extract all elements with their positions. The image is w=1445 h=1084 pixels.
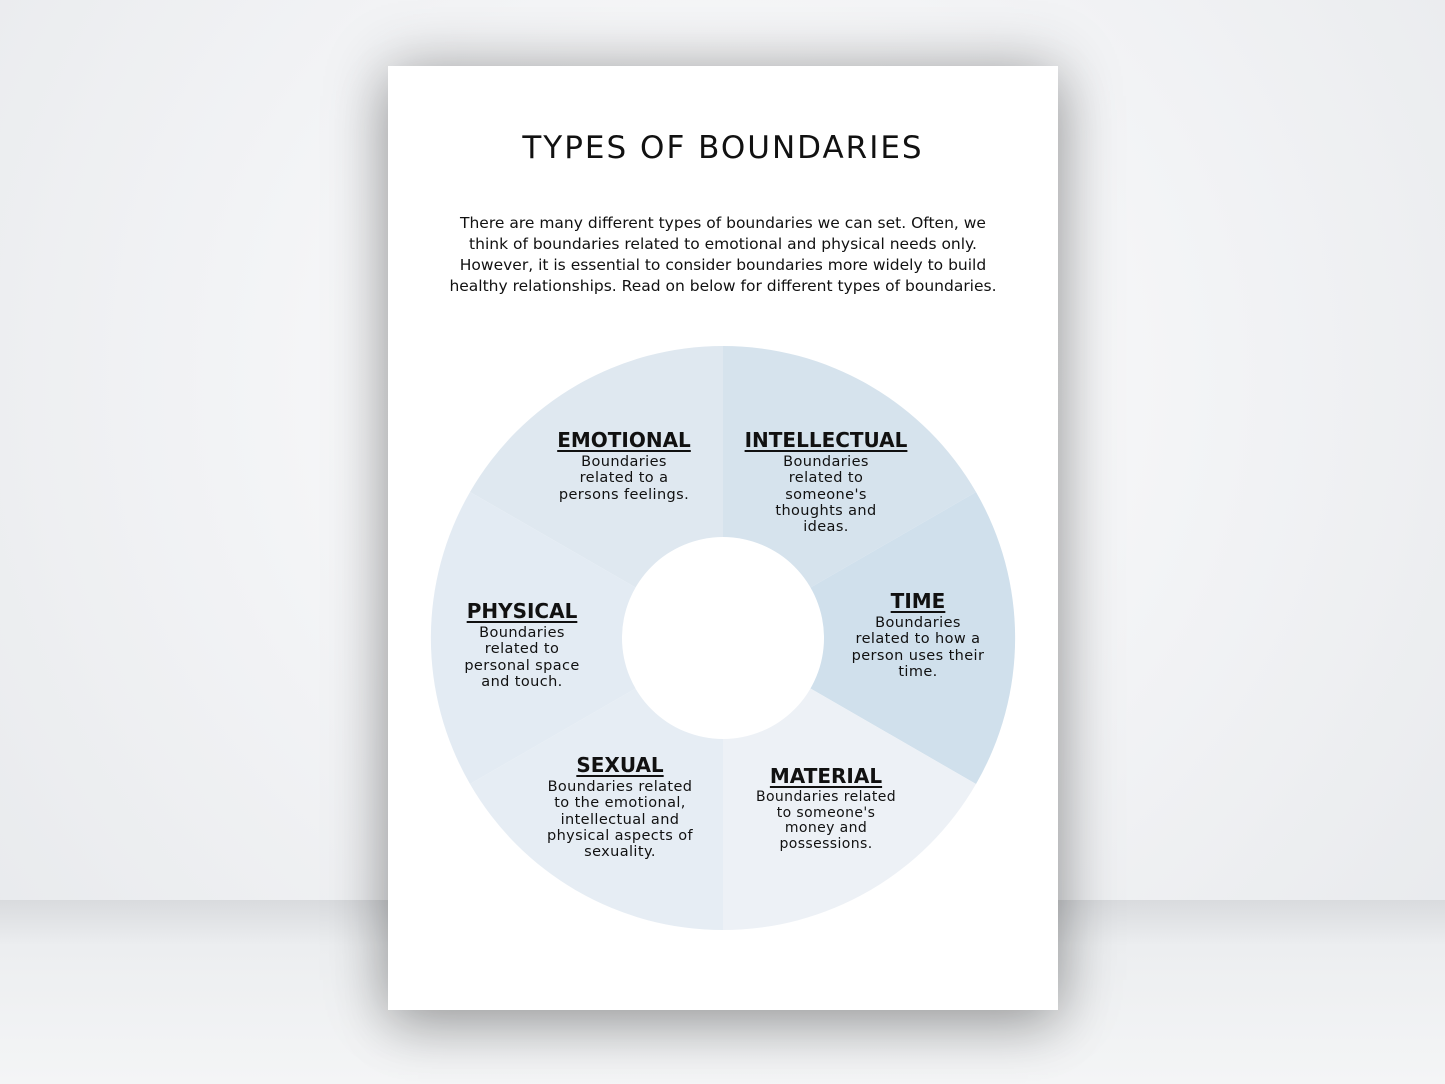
description-line: time.: [898, 663, 938, 680]
segment-description: [741, 454, 911, 535]
wheel-center-hole: [622, 537, 824, 739]
description-line: Boundaries related: [755, 789, 897, 805]
description-line: Boundaries: [875, 615, 961, 631]
segment-label-intellectual: [741, 428, 911, 535]
description-line: physical aspects of: [546, 827, 693, 844]
description-line: Boundaries: [479, 625, 565, 641]
description-line: ideas.: [803, 519, 849, 536]
description-line: sexuality.: [584, 844, 656, 861]
description-line: to the emotional,: [554, 795, 686, 812]
segment-label-physical: [451, 599, 593, 690]
description-line: related to: [788, 470, 864, 487]
boundaries-wheel: [388, 66, 1058, 1010]
description-line: person uses their: [851, 647, 985, 664]
segment-heading: MATERIAL: [769, 764, 883, 788]
intro-line: However, it is essential to consider boundaries more widely to build: [459, 256, 987, 274]
description-line: related to how a: [855, 631, 981, 648]
segment-label-material: [746, 764, 906, 852]
segment-description: [746, 790, 906, 852]
description-line: and touch.: [481, 673, 563, 690]
segment-label-sexual: [530, 753, 710, 860]
segment-heading: INTELLECTUAL: [744, 428, 908, 452]
segment-description: [843, 615, 993, 680]
segment-label-time: [843, 589, 993, 680]
description-line: Boundaries: [783, 454, 869, 470]
segment-label-emotional: [544, 428, 704, 503]
description-line: possessions.: [779, 835, 873, 852]
segment-heading: EMOTIONAL: [557, 428, 691, 452]
segment-description: [544, 454, 704, 503]
segment-heading: TIME: [890, 589, 946, 613]
segment-description: [530, 779, 710, 860]
description-line: thoughts and: [775, 502, 877, 519]
description-line: Boundaries: [581, 454, 667, 470]
description-line: persons feelings.: [558, 486, 690, 503]
segment-heading: SEXUAL: [576, 753, 664, 777]
page-title: TYPES OF BOUNDARIES: [522, 130, 924, 166]
description-line: to someone's: [776, 804, 876, 821]
intro-line: healthy relationships. Read on below for different types of boundaries.: [449, 277, 997, 295]
document-page: [388, 66, 1058, 1010]
intro-line: There are many different types of boundaries we can set. Often, we: [460, 214, 986, 232]
description-line: related to: [484, 641, 560, 658]
description-line: personal space: [464, 657, 580, 674]
segment-heading: PHYSICAL: [466, 599, 578, 623]
description-line: someone's: [785, 486, 867, 503]
segment-description: [451, 625, 593, 690]
description-line: Boundaries related: [547, 779, 693, 795]
intro-line: think of boundaries related to emotional and physical needs only.: [469, 235, 977, 253]
description-line: intellectual and: [560, 811, 680, 828]
description-line: money and: [784, 820, 868, 836]
description-line: related to a: [579, 470, 669, 487]
